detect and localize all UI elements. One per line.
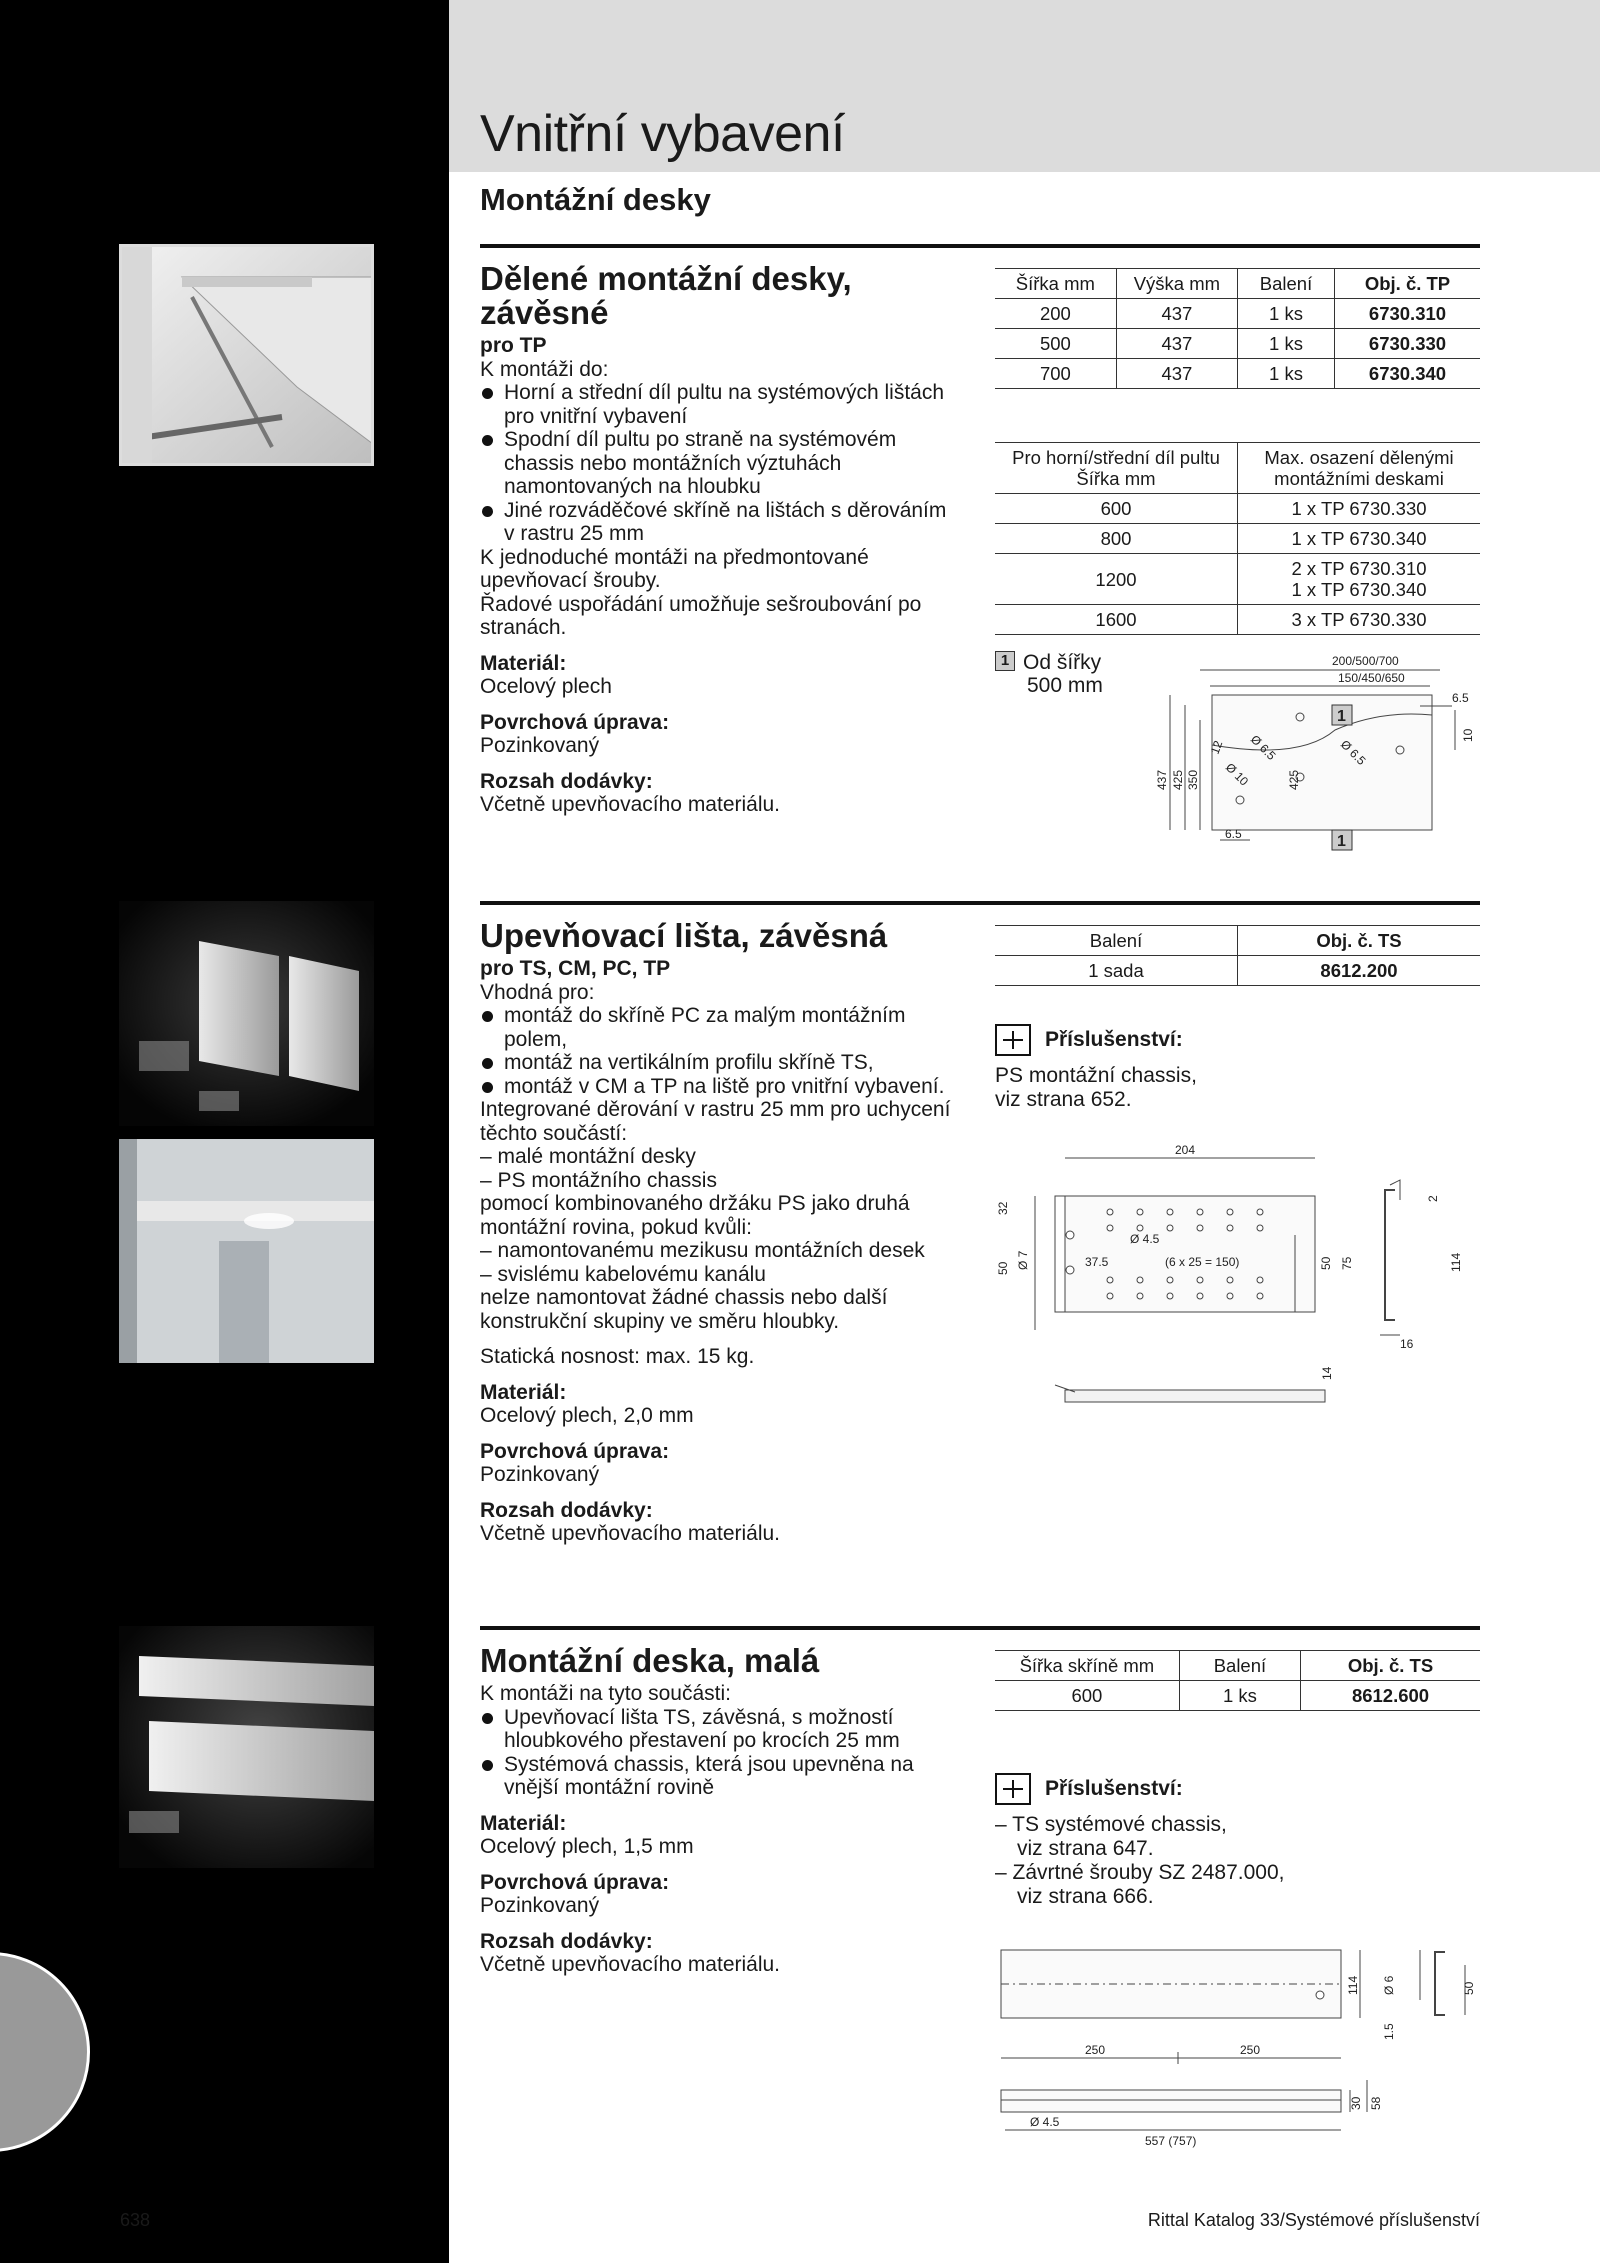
section1-rule (480, 244, 1480, 248)
footer-catalog: Rittal Katalog 33/Systémové příslušenství (1147, 2210, 1480, 2230)
dim-label: 250 (1085, 2043, 1106, 2057)
table-cell: 600 (995, 1681, 1179, 1711)
table-row (995, 554, 1480, 605)
section3-accessories (995, 1773, 1285, 1909)
table-header: Šířka skříně mm (995, 1651, 1179, 1681)
section2-bullets (480, 1004, 960, 1098)
table-cell: 1 ks (1238, 359, 1335, 389)
table-header: Šířka mm (995, 269, 1116, 299)
table-row (995, 299, 1480, 329)
table-cell: 437 (1116, 329, 1237, 359)
table-cell: 1 ks (1238, 299, 1335, 329)
section1-for: pro TP (480, 334, 547, 357)
accessory-line: – TS systémové chassis, (995, 1813, 1227, 1836)
table-header: Obj. č. TS (1301, 1651, 1480, 1681)
table-cell: 800 (995, 524, 1238, 554)
dim-label: 12 (1207, 738, 1226, 757)
table-cell: 200 (995, 299, 1116, 329)
dim-label: 16 (1400, 1337, 1414, 1351)
table-row (995, 1681, 1480, 1711)
table-cell: 8612.600 (1301, 1681, 1480, 1711)
section2-accessories (995, 1024, 1197, 1112)
dim-label: 425 (1171, 769, 1185, 790)
table-header: Obj. č. TP (1335, 269, 1481, 299)
dim-label: 32 (996, 1201, 1010, 1215)
table-cell: 1600 (995, 605, 1238, 635)
section2-dash1: – malé montážní desky (480, 1145, 696, 1168)
section1-scope: Včetně upevňovacího materiálu. (480, 793, 781, 816)
list-item: Spodní díl pultu po straně na systémovém chassis nebo montážních výztuhách namontovaných na hloubku (480, 428, 960, 499)
section1-text (480, 262, 960, 817)
dim-label: 114 (1346, 1975, 1360, 1995)
section2-rule (480, 901, 1480, 905)
section2-scope: Včetně upevňovacího materiálu. (480, 1522, 781, 1545)
section3-rule (480, 1626, 1480, 1630)
dim-label: Ø 7 (1016, 1250, 1030, 1270)
dim-label: (6 x 25 = 150) (1165, 1255, 1240, 1269)
section3-surface: Pozinkovaný (480, 1894, 600, 1917)
section2-material: Ocelový plech, 2,0 mm (480, 1404, 694, 1427)
section3-photo (119, 1626, 374, 1868)
table-row (995, 494, 1480, 524)
table-row (995, 524, 1480, 554)
dim-label: 50 (1462, 1981, 1476, 1995)
list-item: montáž v CM a TP na liště pro vnitřní vybavení. (480, 1075, 960, 1099)
section2-material-label: Materiál: (480, 1380, 567, 1404)
accessory-line: – Závrtné šrouby SZ 2487.000, (995, 1861, 1285, 1884)
section2-scope-label: Rozsah dodávky: (480, 1498, 653, 1522)
section2-load: Statická nosnost: max. 15 kg. (480, 1345, 755, 1368)
page-heading: Vnitřní vybavení (480, 105, 845, 163)
accessory-line: viz strana 647. (1017, 1837, 1154, 1860)
note-marker: 1 (995, 651, 1015, 671)
section3-material-label: Materiál: (480, 1811, 567, 1835)
dim-label: 6.5 (1452, 691, 1469, 705)
section1-drawing (1100, 650, 1480, 865)
table-cell: 1 ks (1179, 1681, 1300, 1711)
dim-label: Ø 10 (1222, 760, 1252, 789)
drawing-marker: 1 (1337, 833, 1346, 850)
dim-label: 250 (1240, 2043, 1261, 2057)
table-header: Obj. č. TS (1238, 926, 1481, 956)
section2-surface: Pozinkovaný (480, 1463, 600, 1486)
table-header: Výška mm (1116, 269, 1237, 299)
table-header: Balení (1238, 269, 1335, 299)
dim-label: 350 (1186, 769, 1200, 790)
section1-capacity-table (995, 442, 1480, 635)
table-cell: 1200 (995, 554, 1238, 605)
note-line2: 500 mm (1027, 674, 1103, 697)
dim-label: 425 (1287, 769, 1301, 790)
table-cell: 437 (1116, 359, 1237, 389)
section1-order-table (995, 268, 1480, 389)
section2-surface-label: Povrchová úprava: (480, 1439, 670, 1463)
dim-label: 37.5 (1085, 1255, 1109, 1269)
dim-label: 10 (1461, 728, 1475, 742)
dim-label: 200/500/700 (1332, 654, 1399, 668)
accessories-label: Příslušenství: (1045, 1777, 1183, 1800)
section1-material: Ocelový plech (480, 675, 612, 698)
table-cell: 500 (995, 329, 1116, 359)
section2-text (480, 919, 960, 1546)
list-item: Horní a střední díl pultu na systémových lištách pro vnitřní vybavení (480, 381, 960, 428)
dim-label: 150/450/650 (1338, 671, 1405, 685)
page-number: 638 (120, 2210, 151, 2230)
section1-surface: Pozinkovaný (480, 734, 600, 757)
table-cell: 8612.200 (1238, 956, 1481, 986)
dim-label: 50 (996, 1261, 1010, 1275)
section1-title-line1: Dělené montážní desky, (480, 260, 852, 297)
section1-text1: K jednoduché montáži na předmontované upevňovací šrouby. (480, 545, 869, 592)
section1-bullets (480, 381, 960, 546)
section2-order-table (995, 925, 1480, 986)
section3-text (480, 1644, 960, 1977)
table-cell: 1 sada (995, 956, 1238, 986)
table-header: Balení (1179, 1651, 1300, 1681)
table-header: Balení (995, 926, 1238, 956)
table-cell: 700 (995, 359, 1116, 389)
table-cell: 1 x TP 6730.330 (1238, 494, 1481, 524)
table-cell: 6730.340 (1335, 359, 1481, 389)
list-item: Systémová chassis, která jsou upevněna na vnější montážní rovině (480, 1753, 960, 1800)
dim-label: Ø 6.5 (1337, 737, 1369, 768)
section1-photo (119, 244, 374, 466)
section2-text2: pomocí kombinovaného držáku PS jako druhá montážní rovina, pokud kvůli: (480, 1192, 910, 1239)
section2-photo (119, 901, 374, 1363)
list-item: montáž do skříně PC za malým montážním polem, (480, 1004, 960, 1051)
table-cell: 600 (995, 494, 1238, 524)
table-header: Max. osazení dělenými montážními deskami (1238, 443, 1481, 494)
section2-text1: Integrované děrování v rastru 25 mm pro uchycení těchto součástí: (480, 1098, 951, 1145)
dim-label: 2 (1426, 1195, 1440, 1202)
section1-title-line2: závěsné (480, 294, 609, 331)
note-line1: Od šířky (1023, 651, 1102, 674)
drawing-marker: 1 (1337, 708, 1346, 725)
section2-drawing (995, 1140, 1480, 1430)
table-cell: 1 x TP 6730.340 (1238, 524, 1481, 554)
dim-label: Ø 6.5 (1247, 732, 1279, 763)
table-cell: 6730.310 (1335, 299, 1481, 329)
table-cell: 1 ks (1238, 329, 1335, 359)
table-cell: 2 x TP 6730.310 1 x TP 6730.340 (1238, 554, 1481, 605)
plus-icon (995, 1773, 1031, 1805)
section3-scope: Včetně upevňovacího materiálu. (480, 1953, 781, 1976)
section2-dash2: – PS montážního chassis (480, 1168, 717, 1192)
dim-label: 50 (1319, 1256, 1333, 1270)
dim-label: 1.5 (1382, 2023, 1396, 2040)
section3-intro: K montáži na tyto součásti: (480, 1682, 731, 1705)
page-subheading: Montážní desky (480, 182, 711, 217)
table-header: Pro horní/střední díl pultu Šířka mm (995, 443, 1238, 494)
section3-bullets (480, 1706, 960, 1800)
dim-label: Ø 6 (1382, 1975, 1396, 1995)
section2-text3: nelze namontovat žádné chassis nebo další konstrukční skupiny ve směru hloubky. (480, 1286, 888, 1333)
section2-title: Upevňovací lišta, závěsná (480, 917, 888, 954)
dim-label: 437 (1155, 769, 1169, 790)
table-row (995, 605, 1480, 635)
table-cell: 3 x TP 6730.330 (1238, 605, 1481, 635)
section1-surface-label: Povrchová úprava: (480, 710, 670, 734)
list-item: Jiné rozváděčové skříně na lištách s děrováním v rastru 25 mm (480, 499, 960, 546)
dim-label: 557 (757) (1145, 2134, 1197, 2148)
section3-material: Ocelový plech, 1,5 mm (480, 1835, 694, 1858)
dim-label: 6.5 (1225, 827, 1242, 841)
table-row (995, 359, 1480, 389)
section2-for: pro TS, CM, PC, TP (480, 957, 671, 980)
list-item: Upevňovací lišta TS, závěsná, s možností hloubkového přestavení po krocích 25 mm (480, 1706, 960, 1753)
section1-scope-label: Rozsah dodávky: (480, 769, 653, 793)
section3-title: Montážní deska, malá (480, 1642, 820, 1679)
table-row (995, 956, 1480, 986)
section1-intro: K montáži do: (480, 357, 609, 381)
section2-intro: Vhodná pro: (480, 980, 595, 1004)
accessory-line: viz strana 652. (995, 1088, 1132, 1111)
table-row (995, 329, 1480, 359)
accessory-line: viz strana 666. (1017, 1885, 1154, 1908)
section2-dash4: – svislému kabelovému kanálu (480, 1262, 766, 1286)
accessories-label: Příslušenství: (1045, 1028, 1183, 1051)
dim-label: Ø 4.5 (1130, 1232, 1160, 1246)
plus-icon (995, 1024, 1031, 1056)
section3-order-table (995, 1650, 1480, 1711)
accessory-line: PS montážní chassis, (995, 1064, 1197, 1087)
table-cell: 6730.330 (1335, 329, 1481, 359)
dim-label: 30 (1349, 2096, 1363, 2110)
list-item: montáž na vertikálním profilu skříně TS, (480, 1051, 960, 1075)
dim-label: 14 (1320, 1366, 1334, 1380)
section3-drawing (995, 1940, 1480, 2160)
dim-label: 114 (1449, 1252, 1463, 1272)
dim-label: Ø 4.5 (1030, 2115, 1060, 2129)
section1-material-label: Materiál: (480, 651, 567, 675)
section1-note (995, 651, 1103, 697)
section2-dash3: – namontovanému mezikusu montážních desek (480, 1239, 925, 1262)
table-cell: 437 (1116, 299, 1237, 329)
dim-label: 58 (1369, 2096, 1383, 2110)
section1-text2: Řadové uspořádání umožňuje sešroubování po stranách. (480, 592, 922, 639)
dim-label: 204 (1175, 1143, 1196, 1157)
section3-scope-label: Rozsah dodávky: (480, 1929, 653, 1953)
section3-surface-label: Povrchová úprava: (480, 1870, 670, 1894)
dim-label: 75 (1340, 1256, 1354, 1270)
